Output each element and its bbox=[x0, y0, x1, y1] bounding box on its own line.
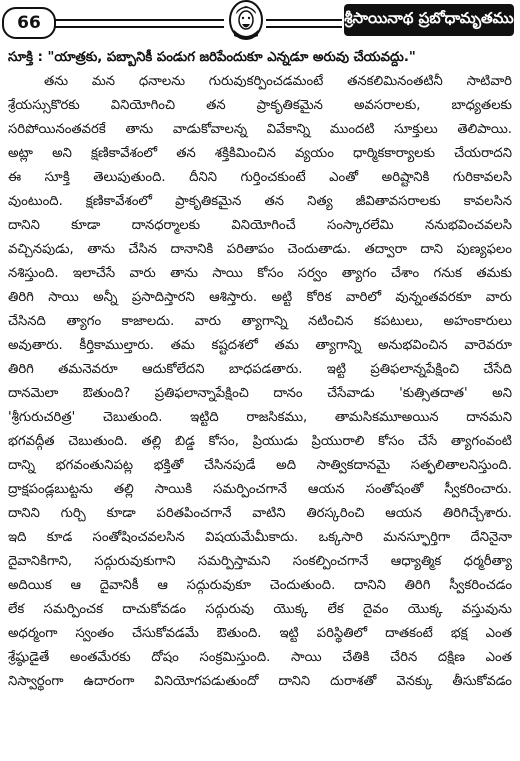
text-line: ఈ సూక్తి తెలుపుతుంది. దీనిని గుర్తించకుంటే ఎంతో అరిష్టానికి గురికావలసి bbox=[8, 170, 512, 185]
text-line: దానిని కూడా దానధర్మాలకు వినియోగించే సంస్కారలేమి ననుభవించవలసి bbox=[8, 218, 512, 233]
book-title: శ్రీసాయినాథ ప్రబోధామృతము bbox=[344, 4, 514, 36]
text-line: దానమెలా ఔతుంది? ప్రతిఫలాన్నాపేక్షించి దానం చేసేవాడు 'కుత్సితదాత' అని bbox=[8, 386, 512, 401]
text-line: తిరిగి తమనెవరూ ఆదుకోలేదని బాధపడతారు. ఇట్టి ప్రతిఫలాన్నపేక్షించి చేసేది bbox=[8, 362, 512, 377]
text-line: దాన్ని భగవంతునిపట్ల భక్తితో చేసినపుడే అది సాత్వికదానమై సత్ఫలితాలనిస్తుంది. bbox=[8, 458, 512, 473]
text-line: భగవద్గీత చెబుతుంది. తల్లి బిడ్డ కోసం, ప్రియుడు ప్రియురాలి కోసం చేసే త్యాగంవంటి bbox=[8, 434, 512, 449]
text-line: శ్రేయస్సుకొరకు వినియోగించి తన ప్రాకృతికమైన అవసరాలకు, బాధ్యతలకు bbox=[8, 98, 512, 113]
text-line: శ్రేష్ఠుడైతే అంతమేరకు దోషం సంక్రమిస్తుంది. సాయి చేతికి చేరిన దక్షిణ ఎంత bbox=[8, 650, 512, 665]
page-header bbox=[0, 0, 520, 44]
text-line: సరిపోయినంతవరకే తాను వాడుకోవాలన్న వివేకాన్ని ముందటి సూక్తులు తెలిపాయి. bbox=[8, 122, 512, 137]
page-number: 66 bbox=[2, 7, 56, 39]
text-line: నిస్వార్థంగా ఉదారంగా వినియోగపడుతుందో దానిని దురాశతో వెనక్కు తీసుకోవడం bbox=[8, 674, 512, 689]
text-line: అదియిక ఆ దైవానికీ ఆ సద్గురువుకూ చెందుతుంది. దానిని తిరిగి స్వీకరించడం bbox=[8, 578, 512, 593]
page-body bbox=[8, 46, 512, 694]
text-line: ద్రాక్షపండ్లబుట్టను తల్లి సాయికి సమర్పించగానే ఆయన సంతోషంతో స్వీకరించారు. bbox=[8, 482, 512, 497]
text-line: తిరిగి సాయి అన్నీ ప్రసాదిస్తారని ఆశిస్తారు. అట్టి కోరిక వారిలో వున్నంతవరకూ వారు bbox=[8, 290, 512, 305]
text-line: లేక సమర్పించక దాచుకోవడం సద్గురువు యొక్క లేక దైవం యొక్క వస్తువును bbox=[8, 602, 512, 617]
text-line: వచ్చినపుడు, తాను చేసిన దానానికి పరితాపం చెందుతాడు. తద్వారా దాని పుణ్యఫలం bbox=[8, 242, 512, 257]
text-line: దైవానికిగాని, సద్గురువుకుగాని సమర్పిస్తామని సంకల్పించగానే ఆధ్యాత్మిక ధర్మరీత్యా bbox=[8, 554, 512, 569]
text-line: నశిస్తుంది. ఇలాచేసే వారు తాను సాయి కోసం సర్వం త్యాగం చేశాం గనుక తమకు bbox=[8, 266, 512, 281]
sai-baba-emblem-icon bbox=[228, 0, 264, 40]
text-line: అట్లా అని క్షణికావేశంలో తన శక్తికిమించిన వ్యయం ధార్మికకార్యాలకు చేయరాదని bbox=[8, 146, 512, 161]
text-line: అవుతారు. కీర్తికాముల్తారు. తమ కష్టదశలో తమ త్యాగాన్ని అనుభవించిన వారెవరూ bbox=[8, 338, 512, 353]
header-rule-right bbox=[266, 19, 342, 28]
text-line: అధర్మంగా స్వంతం చేసుకోవడమే ఔతుంది. ఇట్టి పరిస్థితిలో దాతకంటే భక్ష ఎంత bbox=[8, 626, 512, 641]
text-line: చేసినది త్యాగం కాజాలదు. వారు త్యాగాన్ని నటించిన కపటులు, అహంకారులు bbox=[8, 314, 512, 329]
text-line: ఇది కూడ సంతోషించవలసిన విషయమేమీకాదు. ఒక్కసారి మనస్ఫూర్తిగా దేనినైనా bbox=[8, 530, 512, 545]
text-line: దానిని గుర్చి కూడా పరితపించగానే వాటిని తిరస్కరించి ఆయన తిరిగిచ్చేశారు. bbox=[8, 506, 512, 521]
text-line: వుంటుంది. క్షణికావేశంలో ప్రాకృతికమైన తన నిత్య జీవితావసరాలకు కావలసిన bbox=[8, 194, 512, 209]
header-rule-left bbox=[54, 19, 224, 28]
text-line: 'శ్రీగురుచరిత్ర' చెబుతుంది. ఇట్టిది రాజసికము, తామసికమూఅయిన దానమని bbox=[8, 410, 512, 425]
sukti-line: సూక్తి : "యాత్రకు, పబ్బానికీ పండుగ జరిపేందుకూ ఎన్నడూ అరువు చేయవద్దు." bbox=[8, 50, 416, 65]
text-line: తను మన ధనాలను గురువుకర్పించడమంటే తనకలిమినంతటినీ సాటివారి bbox=[44, 74, 512, 89]
